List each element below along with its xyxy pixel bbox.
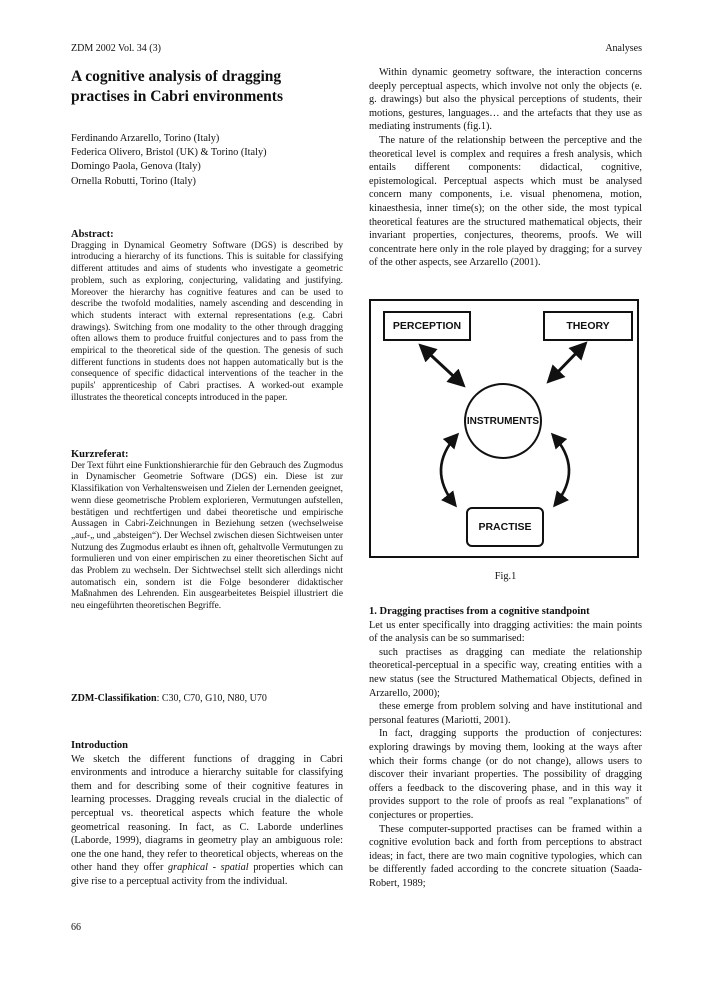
author: Federica Olivero, Bristol (UK) & Torino (Italy) xyxy=(71,147,267,159)
title-line: practises in Cabri environments xyxy=(71,88,283,105)
arrow-perception-instruments xyxy=(421,346,463,385)
introduction-section xyxy=(71,739,343,889)
arrow-left-loop xyxy=(441,435,457,505)
paragraph: In fact, dragging supports the production of conjectures: exploring drawings by moving them, looking at the ways after which their forms change (or do not change), allows users to discover their invariant properties. The possibility of dragging offers a feedback to the discovering phase, and in this way it provides support to the role of proofs as real "explanations" of conjectures or properties. xyxy=(369,728,642,821)
arrow-theory-instruments xyxy=(549,344,585,381)
author-list xyxy=(71,132,343,189)
figure-caption: Fig.1 xyxy=(494,571,517,582)
arrow-right-loop xyxy=(553,435,569,505)
abstract-heading: Abstract: xyxy=(71,229,114,240)
paragraph: Let us enter specifically into dragging activities: the main points of the analysis can be so summarised: xyxy=(369,619,642,645)
paragraph: these emerge from problem solving and have institutional and personal features (Mariotti, 2001). xyxy=(369,701,642,726)
classification-label: ZDM-Classifikation xyxy=(71,693,157,704)
kurzreferat-text: Der Text führt eine Funktionshierarchie für den Gebrauch des Zugmodus in Dynamischer Geometrie Software (DGS) ein. Diese ist zur Klassifikation von Verhaltensweisen und Zielen der Lernenden geeignet, wenn diese geometrische Problem explorieren, Vermutungen aufstellen, bestätigen und rechtfertigen und dabei theoretische und empirische Aussagen in Cabri-Zeichnungen in Beziehung setzen (wechselweise „auf-„ und „absteigen“). Der Wechsel zwischen diesen Sichtweisen unter Nutzung des Zugmodus erlaubt es ihnen oft, gehaltvolle Vermutungen zu formulieren und von einer empirischen zu einer theoretischen Sicht auf das Problem zu wechseln. Der Sichtwechsel stellt sich allerdings nicht automatisch ein, sondern ist die Folge besonderer didaktischer Maßnahmen des Lehrenden. Ein ausgearbeitetes Beispiel illustriert die neu eingeführten theoretischen Begriffe. xyxy=(71,460,343,612)
classification-line xyxy=(71,692,343,706)
practise-box: PRACTISE xyxy=(466,507,544,547)
classification-codes: : C30, C70, G10, N80, U70 xyxy=(156,693,267,704)
paper-title xyxy=(71,67,343,107)
introduction-italic: graphical - spatial xyxy=(168,862,249,874)
abstract-text: Dragging in Dynamical Geometry Software (DGS) is described by introducing a hierarchy of its functions. This is suitable for classifying different attitudes and aims of students who investigate a geometric problem, such as exploring, conjecturing, validating and justifying. Moreover the hierarchy has cognitive features and can be used to describe the twofold modalities, namely ascending and descending in which students interact with external representations (e.g. Cabri drawings). Switching from one modality to the other through dragging often allows them to produce fruitful conjectures and to pass from the empirical to the theoretical side of the question. The genesis of such different functions in students does not happen automatically but is the consequence of specific didactical interventions of the teacher in the pupils' apprenticeship of Cabri practises. A worked-out example illustrates the theoretical concepts introduced in the paper. xyxy=(71,240,343,403)
author: Domingo Paola, Genova (Italy) xyxy=(71,161,201,173)
perception-box: PERCEPTION xyxy=(383,311,471,341)
section-1 xyxy=(369,605,642,890)
author: Ornella Robutti, Torino (Italy) xyxy=(71,175,196,187)
author: Ferdinando Arzarello, Torino (Italy) xyxy=(71,133,220,144)
paragraph: The nature of the relationship between the perceptive and the theoretical level is complex and requires a fresh analysis, which entails different components: didactical, cognitive, epistemological. Perceptual aspects which must be analysed concern many components, i.e. visual phenomena, motion, kinaesthesia, inner time(s); on the other side, the most typical theoretical features are the structured mathematical objects, their invariant properties, conjectures, theorems, proofs. We will concentrate here only in the role played by dragging; for a survey of the other aspects, see Arzarello (2001). xyxy=(369,134,642,269)
figure-1-diagram xyxy=(369,299,639,558)
paragraph: such practises as dragging can mediate the relationship theoretical-perceptual in a specific way, creating entities with a new status (see the Structured Mathematical Objects, defined in Arzarello, 2000); xyxy=(369,646,642,699)
abstract-section xyxy=(71,229,343,405)
section-1-heading: 1. Dragging practises from a cognitive standpoint xyxy=(369,606,590,617)
intro-continued xyxy=(369,66,642,270)
page-number: 66 xyxy=(71,922,81,933)
introduction-heading: Introduction xyxy=(71,740,128,751)
theory-box: THEORY xyxy=(543,311,633,341)
title-line: A cognitive analysis of dragging xyxy=(71,68,282,85)
section-header: Analyses xyxy=(605,43,642,54)
paragraph: These computer-supported practises can be framed within a cognitive evolution back and forth from perceptions to abstract ideas; in fact, there are two main cognitive typologies, which can be differently faded according to the concrete situation (Saada-Robert, 1989; xyxy=(369,823,642,889)
journal-header: ZDM 2002 Vol. 34 (3) xyxy=(71,43,161,54)
instruments-circle: INSTRUMENTS xyxy=(464,383,542,459)
kurzreferat-section xyxy=(71,449,343,613)
paragraph: Within dynamic geometry software, the interaction concerns deeply perceptual aspects, which involve not only the objects (e. g. drawings) but also the physical perceptions of students, their motions, gestures, languages… and the artefacts that they use as mediating instruments (fig.1). xyxy=(369,67,642,133)
introduction-text: We sketch the different functions of dragging in Cabri environments and introduce a hierarchy suitable for classifying them and for describing some of their cognitive features in learning processes. Dragging reveals crucial in the dialectic of perceptual vs. theoretical aspects which feature the whole geometrical reasoning. In fact, as C. Laborde underlines (Laborde, 1999), diagrams in geometry play an ambiguous role: one the one hand, they refer to theoretical objects, whereas on the other hand they offer graphical - spatial properties which can give rise to a perceptual activity from the individual. xyxy=(71,753,343,887)
kurzreferat-heading: Kurzreferat: xyxy=(71,449,129,460)
